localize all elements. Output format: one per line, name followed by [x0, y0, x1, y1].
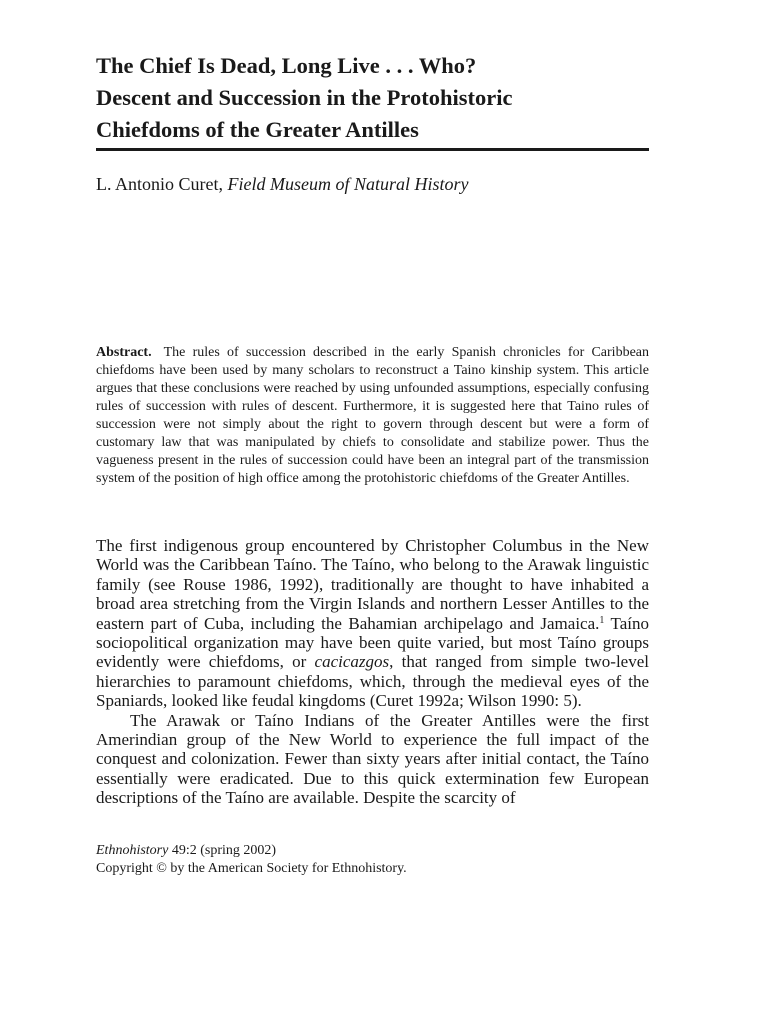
body-text-segment: The first indigenous group encountered by Christopher Columbus in the New World was the Caribbean Taíno. The Taíno, who belong to the Arawak linguistic family (see Rouse 1986, 1992), traditionally are thought to have inhabited a broad area stretching from the Virgin Islands and northern Lesser Antilles to the eastern part of Cuba, including the Bahamian archipelago and Jamaica. — [96, 536, 649, 633]
abstract-text: The rules of succession described in the early Spanish chronicles for Caribbean chiefdoms have been used by many scholars to reconstruct a Taino kinship system. This article argues that these conclusions were reached by using unfounded assumptions, especially confusing rules of succession with rules of descent. Furthermore, it is suggested here that Taino rules of succession were not simply about the right to govern through descent but were a form of customary law that was manipulated by chiefs to consolidate and stabilize power. Thus the vagueness present in the rules of succession could have been an integral part of the transmission system of the position of high office among the protohistoric chiefdoms of the Greater Antilles. — [96, 345, 649, 486]
footnote-marker[interactable]: 1 — [599, 614, 605, 626]
title-line: The Chief Is Dead, Long Live . . . Who? — [96, 53, 477, 78]
author-name: L. Antonio Curet, — [96, 174, 223, 194]
author-affiliation: Field Museum of Natural History — [227, 174, 469, 194]
italic-term: cacicazgos — [314, 652, 390, 672]
journal-name: Ethnohistory — [96, 843, 169, 858]
journal-citation — [96, 842, 649, 860]
body-paragraph: The Arawak or Taíno Indians of the Greater Antilles were the first Amerindian group of the New World to experience the full impact of the conquest and colonization. Fewer than sixty years after initial contact, the Taíno essentially were eradicated. Due to this quick extermination few European descriptions of the Taíno are available. Despite the scarcity of — [96, 710, 649, 808]
article-body — [96, 536, 649, 808]
author-byline — [96, 172, 656, 196]
article-title — [96, 50, 656, 146]
abstract-label: Abstract. — [96, 345, 152, 360]
body-text-segment: Taíno sociopolitical organization may have been quite varied, but most Taíno groups evidently were chiefdoms, or — [96, 613, 649, 672]
title-line: Descent and Succession in the Protohistoric — [96, 85, 513, 110]
abstract — [96, 344, 649, 488]
title-line: Chiefdoms of the Greater Antilles — [96, 117, 419, 142]
copyright-notice: Copyright © by the American Society for Ethnohistory. — [96, 861, 407, 876]
journal-issue: 49:2 (spring 2002) — [168, 843, 277, 858]
body-text-segment: , that ranged from simple two-level hierarchies to paramount chiefdoms, which, through the medieval eyes of the Spaniards, looked like feudal kingdoms (Curet 1992a; Wilson 1990: 5). — [96, 652, 649, 711]
title-rule — [96, 148, 649, 151]
body-paragraph — [96, 536, 649, 711]
journal-footer — [96, 842, 649, 878]
